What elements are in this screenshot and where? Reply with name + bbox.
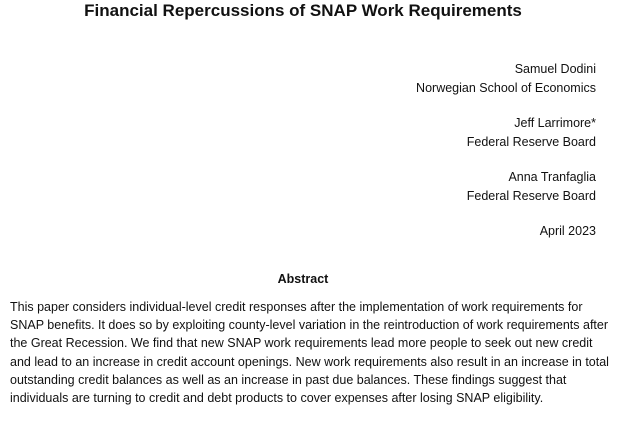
author-name: Jeff Larrimore* xyxy=(514,116,596,130)
abstract-heading: Abstract xyxy=(277,272,329,286)
author-affiliation: Federal Reserve Board xyxy=(466,189,596,203)
author-name: Anna Tranfaglia xyxy=(508,170,596,184)
abstract-text: This paper considers individual-level credit responses after the implementation of work requirements for SNAP benefits. It does so by exploiting county-level variation in the reintroduction of work requirements after the Great Recession. We find that new SNAP work requirements lead more people to seek out new credit and lead to an increase in credit account openings. New work requirements also result in an increase in total outstanding credit balances as well as an increase in past due balances. These findings suggest that individuals are turning to credit and debt products to cover expenses after losing SNAP eligibility. xyxy=(10,300,609,406)
publication-date: April 2023 xyxy=(539,224,596,238)
paper-title: Financial Repercussions of SNAP Work Requirements xyxy=(84,1,522,20)
author-name: Samuel Dodini xyxy=(514,62,596,76)
author-2 xyxy=(236,114,596,152)
author-1 xyxy=(236,60,596,98)
author-affiliation: Norwegian School of Economics xyxy=(416,81,596,95)
author-3 xyxy=(236,168,596,206)
author-block xyxy=(236,60,596,241)
author-affiliation: Federal Reserve Board xyxy=(466,135,596,149)
